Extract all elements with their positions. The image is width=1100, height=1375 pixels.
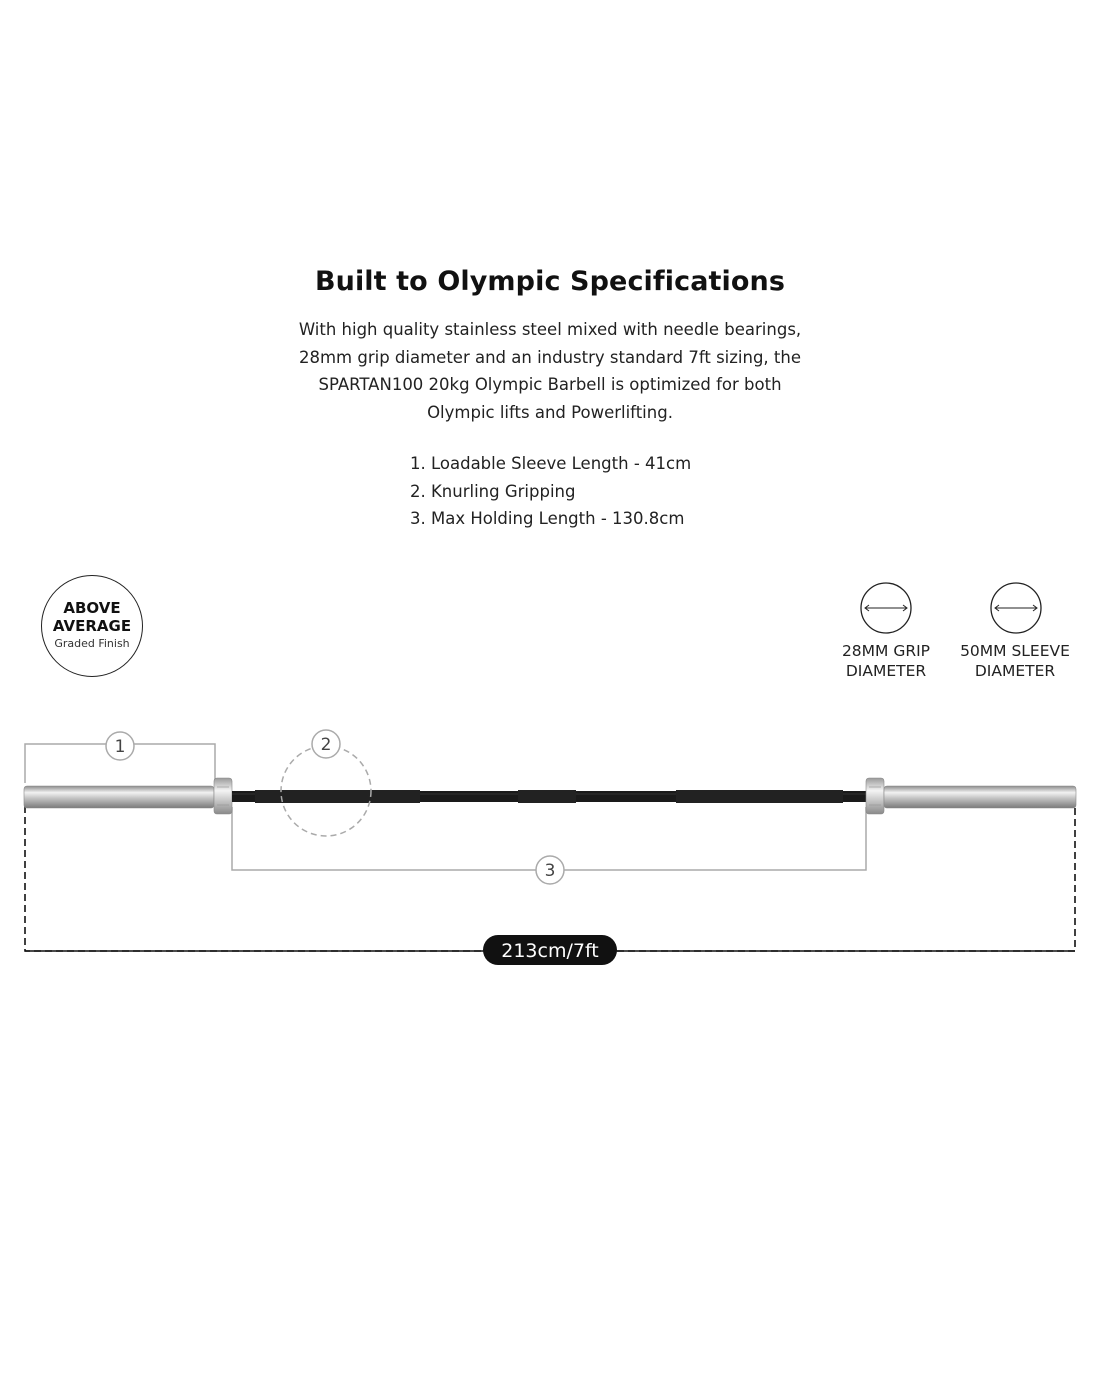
callout-2 <box>312 730 340 758</box>
right-collar <box>866 778 884 814</box>
spec-item-sleeve-length: 1. Loadable Sleeve Length - 41cm <box>410 454 692 473</box>
callout-1 <box>106 732 134 760</box>
callout-3 <box>536 856 564 884</box>
sleeve-diameter-double-arrow-icon <box>990 582 1042 634</box>
badge-line-3: Graded Finish <box>54 637 130 650</box>
left-collar <box>214 778 232 814</box>
spec-item-holding-length: 3. Max Holding Length - 130.8cm <box>410 509 685 528</box>
barbell-diagram <box>0 700 1100 970</box>
total-length-pill <box>483 935 617 965</box>
callout-3-number: 3 <box>544 861 556 881</box>
spec-item-knurling: 2. Knurling Gripping <box>410 481 576 501</box>
grip-diameter-double-arrow-icon <box>860 582 912 634</box>
sleeve-diameter-line-1: 50MM SLEEVE <box>960 642 1070 660</box>
grip-diameter-line-1: 28MM GRIP <box>841 642 931 660</box>
badge-line-1: ABOVE <box>63 599 121 617</box>
knurling-segment-center <box>518 790 576 803</box>
graded-finish-badge <box>41 575 143 677</box>
intro-paragraph: With high quality stainless steel mixed with needle bearings, 28mm grip diameter and an industry standard 7ft sizing, the SPARTAN100 20kg Olympic Barbell is optimized for both Olympic lifts and Powerlifting. <box>298 320 802 422</box>
callout-1-number: 1 <box>114 737 126 757</box>
right-sleeve <box>884 786 1076 808</box>
sleeve-diameter-line-2: DIAMETER <box>974 662 1056 680</box>
total-length-label: 213cm/7ft <box>501 940 599 962</box>
grip-diameter-label <box>816 641 956 681</box>
spec-list <box>410 450 691 533</box>
knurling-segment-left <box>255 790 420 803</box>
knurling-segment-right <box>676 790 843 803</box>
page-title: Built to Olympic Specifications <box>314 266 786 297</box>
badge-line-2: AVERAGE <box>52 617 132 635</box>
callout-2-number: 2 <box>320 735 332 755</box>
sleeve-diameter-label <box>945 641 1085 681</box>
left-sleeve <box>24 786 214 808</box>
grip-diameter-line-2: DIAMETER <box>845 662 927 680</box>
